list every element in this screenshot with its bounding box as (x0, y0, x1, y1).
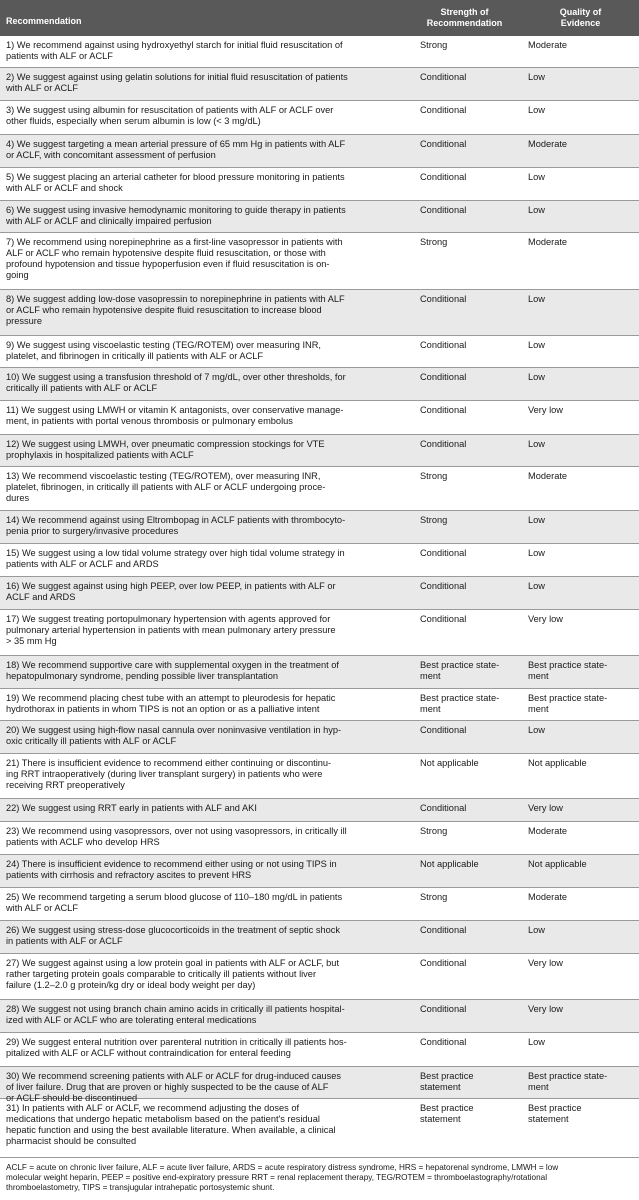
recommendation-text: 23) We recommend using vasopressors, over not using vasopressors, in critically ill patients with ACLF who develop HRS (6, 826, 347, 847)
recommendation-text: 29) We suggest enteral nutrition over parenteral nutrition in critically ill patients hos- pitalized with ALF or ACLF without contraindication for enteral feeding (6, 1037, 347, 1058)
strength-value: Not applicable (420, 758, 479, 768)
strength-value: Conditional (420, 294, 467, 304)
recommendation-text: 30) We recommend screening patients with ALF or ACLF for drug-induced causes of liver failure. Drug that are proven or highly suspected to be the cause of ALF or ACLF should be discontinued (6, 1071, 342, 1103)
strength-value: Strong (420, 892, 448, 902)
quality-value: Best practice state- ment (528, 693, 608, 714)
quality-value: Very low (528, 614, 563, 624)
quality-value: Low (528, 925, 545, 935)
table-row (0, 888, 639, 921)
quality-value: Moderate (528, 826, 568, 836)
quality-value: Low (528, 340, 545, 350)
strength-value: Conditional (420, 1004, 467, 1014)
table-row (0, 921, 639, 954)
quality-value: Low (528, 205, 545, 215)
recommendation-text: 17) We suggest treating portopulmonary hypertension with agents approved for pulmonary arterial hypertension in patients with mean pulmonary artery pressure > 35 mm Hg (6, 614, 336, 646)
quality-value: Low (528, 105, 545, 115)
quality-value: Not applicable (528, 859, 587, 869)
strength-value: Not applicable (420, 859, 479, 869)
table-row (0, 435, 639, 467)
recommendation-text: 9) We suggest using viscoelastic testing (TEG/ROTEM) over measuring INR, platelet, and fibrinogen in critically ill patients with ALF or ACLF (6, 340, 321, 361)
quality-value: Low (528, 372, 545, 382)
table-row (0, 754, 639, 799)
recommendation-text: 2) We suggest against using gelatin solutions for initial fluid resuscitation of patients with ALF or ACLF (6, 72, 348, 93)
table-row (0, 368, 639, 401)
quality-value: Best practice state- ment (528, 1071, 608, 1092)
strength-value: Conditional (420, 1037, 467, 1047)
table-row (0, 1067, 639, 1103)
table-row (0, 855, 639, 888)
header-quality: Quality of Evidence (559, 7, 602, 28)
strength-value: Conditional (420, 105, 467, 115)
table-row (0, 1099, 639, 1158)
recommendation-text: 20) We suggest using high-flow nasal cannula over noninvasive ventilation in hyp- oxic critically ill patients with ALF or ACLF (6, 725, 342, 746)
strength-value: Conditional (420, 958, 467, 968)
quality-value: Very low (528, 1004, 563, 1014)
quality-value: Best practice statement (528, 1103, 582, 1124)
table-row (0, 467, 639, 511)
strength-value: Conditional (420, 725, 467, 735)
quality-value: Low (528, 172, 545, 182)
table-footnote: ACLF = acute on chronic liver failure, ALF = acute liver failure, ARDS = acute respiratory distress syndrome, HRS = hepatorenal syndrome, LMWH = low molecular weight heparin, PEEP = positive end-expiratory pressure RRT = renal replacement therapy, TEG/ROTEM = thromboelastography/rotational thromboelastometry, TIPS = transjugular intrahepatic portosystemic shunt. (6, 1163, 559, 1192)
table-row (0, 290, 639, 336)
table-row (0, 689, 639, 721)
quality-value: Very low (528, 405, 563, 415)
quality-value: Low (528, 294, 545, 304)
quality-value: Low (528, 725, 545, 735)
quality-value: Moderate (528, 139, 568, 149)
recommendation-text: 14) We recommend against using Eltrombopag in ACLF patients with thrombocyto- penia prior to surgery/invasive procedures (6, 515, 346, 536)
quality-value: Not applicable (528, 758, 587, 768)
recommendation-text: 22) We suggest using RRT early in patients with ALF and AKI (6, 803, 257, 813)
strength-value: Conditional (420, 139, 467, 149)
table-row (0, 168, 639, 201)
recommendation-text: 28) We suggest not using branch chain amino acids in critically ill patients hospital- ized with ALF or ACLF who are tolerating enteral medications (6, 1004, 345, 1025)
quality-value: Moderate (528, 892, 568, 902)
recommendation-text: 21) There is insufficient evidence to recommend either continuing or discontinu- ing RRT intraoperatively (during liver transplant surgery) in patients who were receiving RRT preoperatively (6, 758, 332, 790)
strength-value: Conditional (420, 372, 467, 382)
strength-value: Conditional (420, 405, 467, 415)
recommendation-text: 11) We suggest using LMWH or vitamin K antagonists, over conservative manage- ment, in patients with portal venous thrombosis or pulmonary embolus (6, 405, 344, 426)
recommendation-text: 26) We suggest using stress-dose glucocorticoids in the treatment of septic shock in patients with ALF or ACLF (6, 925, 341, 946)
table-row (0, 577, 639, 610)
table-row (0, 336, 639, 368)
recommendation-text: 13) We recommend viscoelastic testing (TEG/ROTEM), over measuring INR, platelet, fibrinogen, in critically ill patients with ALF or ACLF undergoing proce- dures (6, 471, 326, 503)
strength-value: Strong (420, 826, 448, 836)
quality-value: Very low (528, 958, 563, 968)
strength-value: Strong (420, 237, 448, 247)
table-row (0, 721, 639, 754)
table-row (0, 954, 639, 1000)
recommendation-text: 1) We recommend against using hydroxyethyl starch for initial fluid resuscitation of patients with ALF or ACLF (6, 40, 343, 61)
table-row (0, 68, 639, 101)
quality-value: Very low (528, 803, 563, 813)
table-row (0, 822, 639, 855)
table-row (0, 610, 639, 656)
table-row (0, 233, 639, 290)
recommendation-text: 3) We suggest using albumin for resuscitation of patients with ALF or ACLF over other fluids, especially when serum albumin is low (< 3 mg/dL) (6, 105, 334, 126)
strength-value: Conditional (420, 172, 467, 182)
quality-value: Moderate (528, 237, 568, 247)
strength-value: Best practice state- ment (420, 660, 500, 681)
strength-value: Conditional (420, 340, 467, 350)
strength-value: Best practice statement (420, 1103, 474, 1124)
quality-value: Low (528, 1037, 545, 1047)
table-row (0, 201, 639, 233)
recommendation-text: 31) In patients with ALF or ACLF, we recommend adjusting the doses of medications that undergo hepatic metabolism based on the patient's residual hepatic function and using the best available literature. When available, a clinical pharmacist should be consulted (6, 1103, 336, 1146)
recommendation-text: 25) We recommend targeting a serum blood glucose of 110–180 mg/dL in patients with ALF or ACLF (6, 892, 343, 913)
recommendation-text: 15) We suggest using a low tidal volume strategy over high tidal volume strategy in patients with ALF or ACLF and ARDS (6, 548, 345, 569)
recommendation-text: 5) We suggest placing an arterial catheter for blood pressure monitoring in patients with ALF or ACLF and shock (6, 172, 345, 193)
recommendation-text: 4) We suggest targeting a mean arterial pressure of 65 mm Hg in patients with ALF or ACLF, with concomitant assessment of perfusion (6, 139, 346, 160)
table-row (0, 544, 639, 577)
strength-value: Strong (420, 471, 448, 481)
recommendation-text: 24) There is insufficient evidence to recommend either using or not using TIPS in patients with cirrhosis and refractory ascites to prevent HRS (6, 859, 337, 880)
recommendation-text: 12) We suggest using LMWH, over pneumatic compression stockings for VTE prophylaxis in hospitalized patients with ACLF (6, 439, 325, 460)
table-row (0, 135, 639, 168)
table-row (0, 511, 639, 544)
recommendation-text: 10) We suggest using a transfusion threshold of 7 mg/dL, over other thresholds, for critically ill patients with ALF or ACLF (6, 372, 346, 393)
table-row (0, 101, 639, 135)
quality-value: Low (528, 515, 545, 525)
recommendation-text: 18) We recommend supportive care with supplemental oxygen in the treatment of hepatopulmonary syndrome, pending possible liver transplantation (6, 660, 339, 681)
recommendation-text: 16) We suggest against using high PEEP, over low PEEP, in patients with ALF or ACLF and ARDS (6, 581, 336, 602)
strength-value: Strong (420, 40, 448, 50)
quality-value: Best practice state- ment (528, 660, 608, 681)
table-row (0, 1000, 639, 1033)
strength-value: Conditional (420, 614, 467, 624)
strength-value: Conditional (420, 548, 467, 558)
recommendation-text: 27) We suggest against using a low protein goal in patients with ALF or ACLF, but rather targeting protein goals comparable to critically ill patients without liver failure (1.2–2.0 g protein/kg dry or ideal body weight per day) (6, 958, 340, 990)
strength-value: Conditional (420, 72, 467, 82)
quality-value: Low (528, 72, 545, 82)
strength-value: Conditional (420, 205, 467, 215)
table-header (0, 0, 639, 36)
strength-value: Best practice statement (420, 1071, 474, 1092)
table-row (0, 656, 639, 689)
strength-value: Conditional (420, 581, 467, 591)
strength-value: Conditional (420, 803, 467, 813)
header-recommendation: Recommendation (6, 16, 82, 26)
recommendation-text: 8) We suggest adding low-dose vasopressin to norepinephrine in patients with ALF or ACLF who remain hypotensive despite fluid resuscitation to increase blood pressure (6, 294, 345, 326)
recommendation-text: 7) We recommend using norepinephrine as a first-line vasopressor in patients with ALF or ACLF who remain hypotensive despite fluid resuscitation, or those with profound hypotension and tissue hypoperfusion even if fluid resuscitation is on- going (6, 237, 343, 280)
strength-value: Strong (420, 515, 448, 525)
strength-value: Conditional (420, 439, 467, 449)
quality-value: Low (528, 581, 545, 591)
strength-value: Best practice state- ment (420, 693, 500, 714)
quality-value: Low (528, 548, 545, 558)
quality-value: Moderate (528, 40, 568, 50)
header-strength: Strength of Recommendation (426, 7, 503, 28)
recommendation-text: 19) We recommend placing chest tube with an attempt to pleurodesis for hepatic hydrothorax in patients in whom TIPS is not an option or as a palliative intent (6, 693, 336, 714)
table-row (0, 1033, 639, 1067)
quality-value: Moderate (528, 471, 568, 481)
table-row (0, 36, 639, 68)
quality-value: Low (528, 439, 545, 449)
table-row (0, 401, 639, 435)
strength-value: Conditional (420, 925, 467, 935)
table-row (0, 799, 639, 822)
recommendation-text: 6) We suggest using invasive hemodynamic monitoring to guide therapy in patients with ALF or ACLF and clinically impaired perfusion (6, 205, 346, 226)
